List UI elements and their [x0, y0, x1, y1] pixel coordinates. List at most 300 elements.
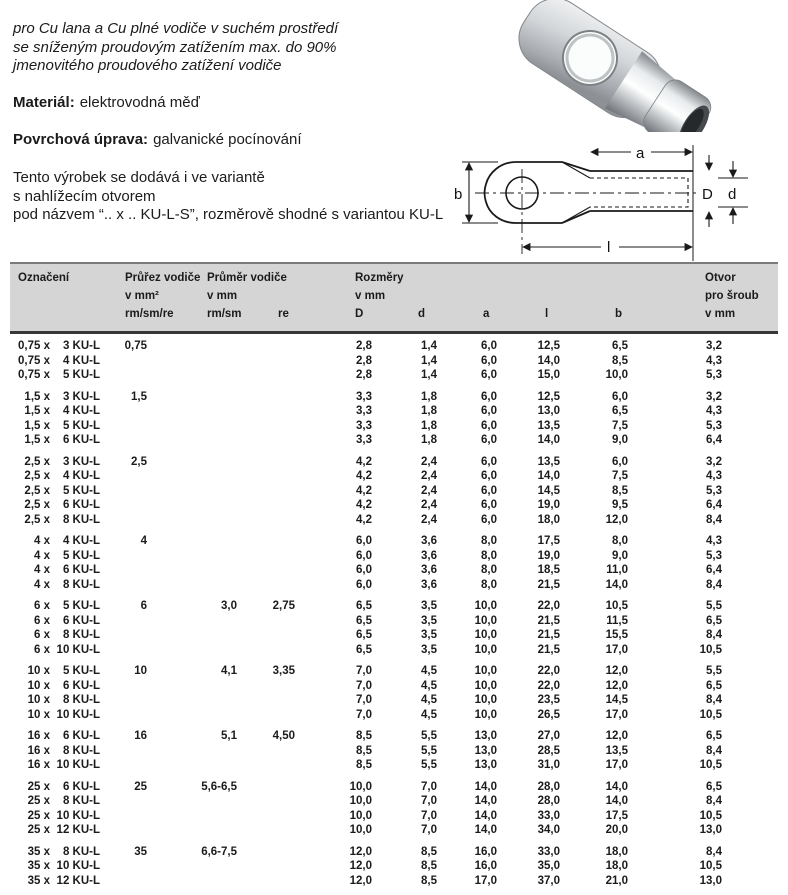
table-row: [10, 780, 778, 795]
cell-dim-l: 35,0: [537, 860, 560, 872]
cell-dim-D: 4,2: [356, 470, 372, 482]
cell-designation-type: 8 KU-L: [62, 694, 100, 706]
row-group: [10, 390, 778, 448]
cell-hole: 8,4: [706, 629, 722, 641]
cell-hole: 8,4: [706, 744, 722, 757]
row-group: [10, 339, 778, 383]
cell-dim-D: 3,3: [356, 390, 372, 403]
cell-designation-type: 6 KU-L: [62, 434, 100, 446]
table-row: [10, 729, 778, 744]
cell-dim-a: 10,0: [474, 643, 497, 656]
cell-dim-l: 22,0: [537, 665, 560, 677]
dimension-diagram: [450, 133, 788, 268]
cell-designation-type: 5 KU-L: [62, 600, 100, 612]
cell-designation-type: 10 KU-L: [56, 860, 100, 872]
cell-cross-section: 25: [134, 780, 147, 793]
material-label: Materiál:: [13, 94, 75, 111]
cell-dim-a: 14,0: [474, 824, 497, 836]
cell-designation-type: 10 KU-L: [56, 809, 100, 822]
cell-dim-D: 2,8: [356, 354, 372, 367]
cell-hole: 10,5: [699, 643, 722, 656]
cell-dim-D: 8,5: [356, 759, 372, 771]
cell-dim-l: 15,0: [537, 369, 560, 381]
table-row: [10, 578, 778, 593]
cell-cross-section: 6: [140, 600, 147, 612]
cell-hole: 5,3: [706, 369, 722, 381]
cell-dim-b: 12,0: [605, 665, 628, 677]
cell-designation-type: 8 KU-L: [62, 513, 100, 526]
cell-hole: 8,4: [706, 578, 722, 591]
cell-dim-l: 22,0: [537, 600, 560, 612]
col-header-dim-d: d: [418, 308, 426, 320]
cell-dim-d: 3,6: [421, 535, 437, 547]
cell-designation-size: 1,5 x: [24, 434, 50, 446]
cell-dim-d: 1,8: [421, 390, 437, 403]
cell-designation-type: 5 KU-L: [62, 369, 100, 381]
cell-dim-b: 15,5: [605, 629, 628, 641]
cell-dim-d: 2,4: [421, 499, 437, 511]
cell-hole: 6,4: [706, 564, 722, 576]
cell-dim-D: 7,0: [356, 694, 372, 706]
col-header-designation: Označení: [18, 272, 70, 284]
variant-line-3: pod názvem “.. x .. KU-L-S”, rozměrově shodné s variantou KU-L: [13, 206, 444, 223]
cell-dim-D: 7,0: [356, 665, 372, 677]
cell-dim-a: 6,0: [481, 354, 497, 367]
cell-dim-D: 6,5: [356, 600, 372, 612]
table-row: [10, 664, 778, 679]
variant-line-2: s nahlížecím otvorem: [13, 187, 156, 205]
cell-dim-b: 17,0: [605, 643, 628, 656]
table-row: [10, 845, 778, 860]
cell-dim-b: 20,0: [605, 824, 628, 836]
cell-designation-type: 3 KU-L: [62, 455, 100, 468]
cell-hole: 13,0: [699, 824, 722, 836]
cell-designation-size: 2,5 x: [24, 499, 50, 511]
cell-dim-a: 14,0: [474, 780, 497, 793]
cell-dim-b: 14,5: [605, 694, 628, 706]
cell-dim-b: 21,0: [605, 874, 628, 887]
cell-dim-a: 14,0: [474, 795, 497, 807]
row-group: [10, 845, 778, 889]
cell-hole: 4,3: [706, 535, 722, 547]
col-header-hole: Otvor: [705, 272, 736, 284]
cell-dim-D: 10,0: [349, 795, 372, 807]
cell-dim-b: 17,0: [605, 708, 628, 721]
cell-designation-type: 6 KU-L: [62, 614, 100, 627]
table-row: [10, 643, 778, 658]
cell-hole: 8,4: [706, 795, 722, 807]
cell-designation-type: 5 KU-L: [62, 484, 100, 497]
cell-dim-d: 3,6: [421, 578, 437, 591]
cell-dim-a: 6,0: [481, 369, 497, 381]
cell-hole: 6,5: [706, 730, 722, 742]
cell-dim-D: 6,5: [356, 629, 372, 641]
cell-designation-size: 1,5 x: [24, 419, 50, 432]
cell-dim-d: 1,8: [421, 419, 437, 432]
col-header-diameter-re: re: [278, 308, 289, 320]
cell-dim-a: 8,0: [481, 564, 497, 576]
table-row: [10, 469, 778, 484]
cell-hole: 10,5: [699, 759, 722, 771]
cell-dim-D: 8,5: [356, 730, 372, 742]
table-row: [10, 368, 778, 383]
cell-dim-a: 6,0: [481, 340, 497, 352]
cell-dim-b: 8,0: [612, 535, 628, 547]
cell-dim-d: 3,5: [421, 614, 437, 627]
surface-label: Povrchová úprava:: [13, 131, 149, 148]
cell-dim-b: 17,5: [605, 809, 628, 822]
cell-dim-l: 33,0: [537, 845, 560, 858]
material-value: elektrovodná měď: [79, 94, 200, 111]
cell-designation-type: 4 KU-L: [62, 405, 100, 417]
cell-designation-type: 8 KU-L: [62, 795, 100, 807]
cell-dim-a: 10,0: [474, 679, 497, 692]
cell-dim-D: 2,8: [356, 340, 372, 352]
table-header: [10, 262, 778, 334]
table-body: [10, 334, 778, 888]
cell-dim-d: 4,5: [421, 679, 437, 692]
cell-dim-l: 14,5: [537, 484, 560, 497]
cell-dim-d: 1,8: [421, 434, 437, 446]
cell-dim-D: 10,0: [349, 780, 372, 793]
cell-dim-l: 33,0: [537, 809, 560, 822]
cell-designation-size: 2,5 x: [24, 513, 50, 526]
cell-dim-l: 37,0: [537, 874, 560, 887]
cell-designation-size: 10 x: [27, 708, 50, 721]
cell-dim-a: 13,0: [474, 759, 497, 771]
cell-dim-D: 3,3: [356, 434, 372, 446]
cell-designation-size: 10 x: [27, 679, 50, 692]
cell-hole: 5,3: [706, 484, 722, 497]
table-row: [10, 354, 778, 369]
col-header-cross-unit: v mm²: [125, 290, 159, 302]
cell-designation-type: 5 KU-L: [62, 549, 100, 562]
cell-designation-size: 0,75 x: [18, 369, 50, 381]
col-header-hole-screw: pro šroub: [705, 290, 759, 302]
cell-designation-size: 16 x: [27, 730, 50, 742]
cell-dim-l: 23,5: [537, 694, 560, 706]
cell-designation-size: 0,75 x: [18, 340, 50, 352]
cell-designation-size: 2,5 x: [24, 484, 50, 497]
table-row: [10, 549, 778, 564]
row-group: [10, 664, 778, 722]
cell-dim-l: 26,5: [537, 708, 560, 721]
table-row: [10, 874, 778, 889]
cell-dim-a: 10,0: [474, 600, 497, 612]
usage-line-3: jmenovitého proudového zatížení vodiče: [13, 57, 282, 74]
cell-dim-b: 6,5: [612, 405, 628, 417]
cell-cross-section: 1,5: [131, 390, 147, 403]
cell-hole: 5,3: [706, 419, 722, 432]
cell-dim-l: 21,5: [537, 629, 560, 641]
cell-dim-l: 13,5: [537, 419, 560, 432]
cell-dim-D: 12,0: [349, 845, 372, 858]
cell-designation-type: 8 KU-L: [62, 578, 100, 591]
cell-dim-a: 17,0: [474, 874, 497, 887]
cell-dim-d: 5,5: [421, 744, 437, 757]
cell-dim-b: 6,0: [612, 390, 628, 403]
surface-line: [13, 131, 302, 150]
cell-dim-a: 10,0: [474, 694, 497, 706]
cell-dim-a: 8,0: [481, 549, 497, 562]
table-row: [10, 513, 778, 528]
cell-dim-b: 8,5: [612, 354, 628, 367]
dim-label-d: d: [728, 186, 737, 203]
cell-designation-type: 4 KU-L: [62, 470, 100, 482]
cell-designation-size: 4 x: [34, 578, 50, 591]
cell-diameter-re: 3,35: [272, 665, 295, 677]
cell-dim-b: 12,0: [605, 679, 628, 692]
cell-designation-type: 10 KU-L: [56, 643, 100, 656]
cell-dim-D: 6,5: [356, 614, 372, 627]
cell-cross-section: 35: [134, 845, 147, 858]
cell-hole: 6,5: [706, 780, 722, 793]
cell-dim-D: 3,3: [356, 405, 372, 417]
cell-designation-type: 4 KU-L: [62, 535, 100, 547]
cell-dim-a: 10,0: [474, 665, 497, 677]
cell-dim-D: 2,8: [356, 369, 372, 381]
cell-hole: 8,4: [706, 694, 722, 706]
table-row: [10, 823, 778, 838]
cell-designation-size: 6 x: [34, 600, 50, 612]
cell-designation-size: 4 x: [34, 549, 50, 562]
cell-dim-d: 1,4: [421, 354, 437, 367]
table-row: [10, 679, 778, 694]
cell-dim-d: 8,5: [421, 860, 437, 872]
cell-dim-d: 4,5: [421, 665, 437, 677]
cell-cross-section: 0,75: [124, 340, 147, 352]
col-header-dim-a: a: [483, 308, 490, 320]
cell-dim-l: 18,5: [537, 564, 560, 576]
cell-dim-a: 13,0: [474, 744, 497, 757]
table-row: [10, 859, 778, 874]
table-row: [10, 455, 778, 470]
dim-label-b: b: [454, 186, 463, 203]
table-row: [10, 794, 778, 809]
cell-dim-d: 1,8: [421, 405, 437, 417]
cell-dim-l: 28,0: [537, 795, 560, 807]
cell-diameter-re: 2,75: [272, 600, 295, 612]
cell-designation-size: 25 x: [27, 795, 50, 807]
cell-designation-type: 5 KU-L: [62, 419, 100, 432]
cell-dim-d: 5,5: [421, 759, 437, 771]
usage-line-2: se sníženým proudovým zatížením max. do 90%: [13, 38, 337, 56]
cell-designation-size: 25 x: [27, 824, 50, 836]
cell-dim-l: 14,0: [537, 434, 560, 446]
cell-dim-a: 6,0: [481, 470, 497, 482]
cell-dim-l: 17,5: [537, 535, 560, 547]
cell-diameter-rmsm: 5,6-6,5: [201, 780, 237, 793]
cell-dim-a: 6,0: [481, 499, 497, 511]
cell-dim-l: 21,5: [537, 643, 560, 656]
usage-line-1: pro Cu lana a Cu plné vodiče v suchém prostředí: [13, 20, 339, 37]
cell-designation-size: 6 x: [34, 643, 50, 656]
cell-designation-size: 35 x: [27, 874, 50, 887]
table-row: [10, 563, 778, 578]
cell-dim-D: 4,2: [356, 455, 372, 468]
cell-cross-section: 4: [140, 535, 147, 547]
cell-dim-b: 18,0: [605, 845, 628, 858]
col-header-dim-b: b: [615, 308, 623, 320]
cell-diameter-rmsm: 5,1: [221, 730, 237, 742]
table-row: [10, 404, 778, 419]
cell-designation-type: 6 KU-L: [62, 780, 100, 793]
variant-line-1: Tento výrobek se dodává i ve variantě: [13, 169, 265, 186]
cell-dim-D: 12,0: [349, 860, 372, 872]
cell-designation-type: 10 KU-L: [56, 708, 100, 721]
cell-hole: 6,4: [706, 434, 722, 446]
cell-dim-a: 6,0: [481, 513, 497, 526]
row-group: [10, 599, 778, 657]
table-row: [10, 484, 778, 499]
cell-dim-b: 11,0: [606, 564, 628, 576]
cell-dim-d: 7,0: [421, 780, 437, 793]
cell-designation-size: 35 x: [27, 845, 50, 858]
table-row: [10, 339, 778, 354]
cell-dim-a: 6,0: [481, 419, 497, 432]
cell-dim-d: 3,6: [421, 549, 437, 562]
cell-dim-D: 6,0: [356, 549, 372, 562]
cell-dim-a: 16,0: [474, 845, 497, 858]
cell-dim-b: 10,0: [605, 369, 628, 381]
cell-designation-size: 16 x: [27, 744, 50, 757]
cell-designation-size: 1,5 x: [24, 390, 50, 403]
cell-dim-d: 2,4: [421, 470, 437, 482]
cell-designation-size: 4 x: [34, 535, 50, 547]
cell-hole: 5,5: [706, 665, 722, 677]
cell-designation-size: 0,75 x: [18, 354, 50, 367]
cell-dim-D: 7,0: [356, 679, 372, 692]
cell-dim-d: 4,5: [421, 694, 437, 706]
cell-designation-size: 6 x: [34, 614, 50, 627]
variant-note: [13, 169, 443, 225]
cell-designation-type: 6 KU-L: [62, 564, 100, 576]
cell-dim-b: 12,0: [605, 513, 628, 526]
cell-dim-a: 6,0: [481, 434, 497, 446]
cell-dim-d: 3,5: [421, 643, 437, 656]
cell-dim-l: 14,0: [537, 354, 560, 367]
cell-cross-section: 10: [134, 665, 147, 677]
cell-dim-l: 22,0: [537, 679, 560, 692]
cell-dim-l: 13,0: [537, 405, 560, 417]
cell-dim-d: 1,4: [421, 369, 437, 381]
table-row: [10, 419, 778, 434]
cell-dim-b: 7,5: [612, 419, 628, 432]
cell-dim-l: 21,5: [537, 614, 560, 627]
table-row: [10, 614, 778, 629]
cell-dim-b: 9,0: [612, 549, 628, 562]
cell-hole: 3,2: [706, 340, 722, 352]
cell-cross-section: 16: [134, 730, 147, 742]
cell-hole: 5,5: [706, 600, 722, 612]
cell-designation-size: 4 x: [34, 564, 50, 576]
col-header-dimensions: Rozměry: [355, 272, 404, 284]
cell-dim-l: 28,0: [537, 780, 560, 793]
spec-table: [10, 262, 778, 888]
cell-designation-type: 12 KU-L: [56, 874, 100, 887]
cell-dim-d: 3,5: [421, 600, 437, 612]
cell-dim-a: 10,0: [474, 708, 497, 721]
cell-dim-l: 31,0: [537, 759, 560, 771]
cell-dim-b: 13,5: [605, 744, 628, 757]
cable-lug-photo: [480, 0, 720, 132]
cell-dim-l: 34,0: [537, 824, 560, 836]
cell-hole: 8,4: [706, 845, 722, 858]
cell-dim-D: 6,0: [356, 535, 372, 547]
cell-dim-D: 3,3: [356, 419, 372, 432]
cell-dim-D: 7,0: [356, 708, 372, 721]
cell-designation-size: 10 x: [27, 665, 50, 677]
cell-dim-l: 27,0: [537, 730, 560, 742]
cell-dim-d: 3,5: [421, 629, 437, 641]
table-row: [10, 758, 778, 773]
cell-dim-D: 10,0: [349, 809, 372, 822]
cell-dim-b: 17,0: [605, 759, 628, 771]
table-row: [10, 433, 778, 448]
diagram-bore-hidden-line: [590, 178, 688, 207]
cell-designation-type: 6 KU-L: [62, 679, 100, 692]
cell-cross-section: 2,5: [131, 455, 147, 468]
cell-hole: 3,2: [706, 390, 722, 403]
cell-dim-d: 1,4: [421, 340, 437, 352]
cell-dim-b: 8,5: [612, 484, 628, 497]
cell-dim-D: 4,2: [356, 513, 372, 526]
cell-hole: 6,4: [706, 499, 722, 511]
cell-dim-d: 2,4: [421, 484, 437, 497]
cell-dim-a: 16,0: [474, 860, 497, 872]
dim-label-a: a: [636, 145, 645, 162]
cell-dim-b: 11,5: [606, 614, 628, 627]
cell-dim-D: 6,5: [356, 643, 372, 656]
cell-dim-a: 8,0: [481, 535, 497, 547]
table-row: [10, 534, 778, 549]
col-header-dim-D: D: [355, 308, 364, 320]
cell-dim-a: 10,0: [474, 629, 497, 641]
table-row: [10, 390, 778, 405]
diagram-barrel-outline: [590, 171, 693, 211]
cell-dim-a: 6,0: [481, 405, 497, 417]
table-row: [10, 498, 778, 513]
cell-designation-size: 10 x: [27, 694, 50, 706]
cell-dim-d: 8,5: [421, 845, 437, 858]
cell-diameter-rmsm: 6,6-7,5: [201, 845, 237, 858]
cell-dim-D: 4,2: [356, 499, 372, 511]
cell-dim-d: 2,4: [421, 455, 437, 468]
col-header-hole-unit: v mm: [705, 308, 736, 320]
cell-hole: 4,3: [706, 354, 722, 367]
cell-designation-type: 6 KU-L: [62, 499, 100, 511]
material-line: [13, 94, 200, 113]
cell-dim-D: 6,0: [356, 564, 372, 576]
table-row: [10, 708, 778, 723]
cell-diameter-re: 4,50: [272, 730, 295, 742]
cell-dim-a: 13,0: [474, 730, 497, 742]
cell-hole: 10,5: [699, 708, 722, 721]
table-row: [10, 628, 778, 643]
cell-designation-type: 10 KU-L: [56, 759, 100, 771]
cell-dim-a: 6,0: [481, 390, 497, 403]
col-header-diameter-rmsm: rm/sm: [207, 308, 242, 320]
col-header-diameter-unit: v mm: [207, 290, 238, 302]
surface-value: galvanické pocínování: [153, 131, 302, 148]
table-row: [10, 599, 778, 614]
cell-dim-d: 7,0: [421, 824, 437, 836]
cell-dim-l: 21,5: [537, 578, 560, 591]
cell-hole: 8,4: [706, 513, 722, 526]
row-group: [10, 455, 778, 528]
cell-dim-d: 5,5: [421, 730, 437, 742]
cell-dim-l: 14,0: [537, 470, 560, 482]
